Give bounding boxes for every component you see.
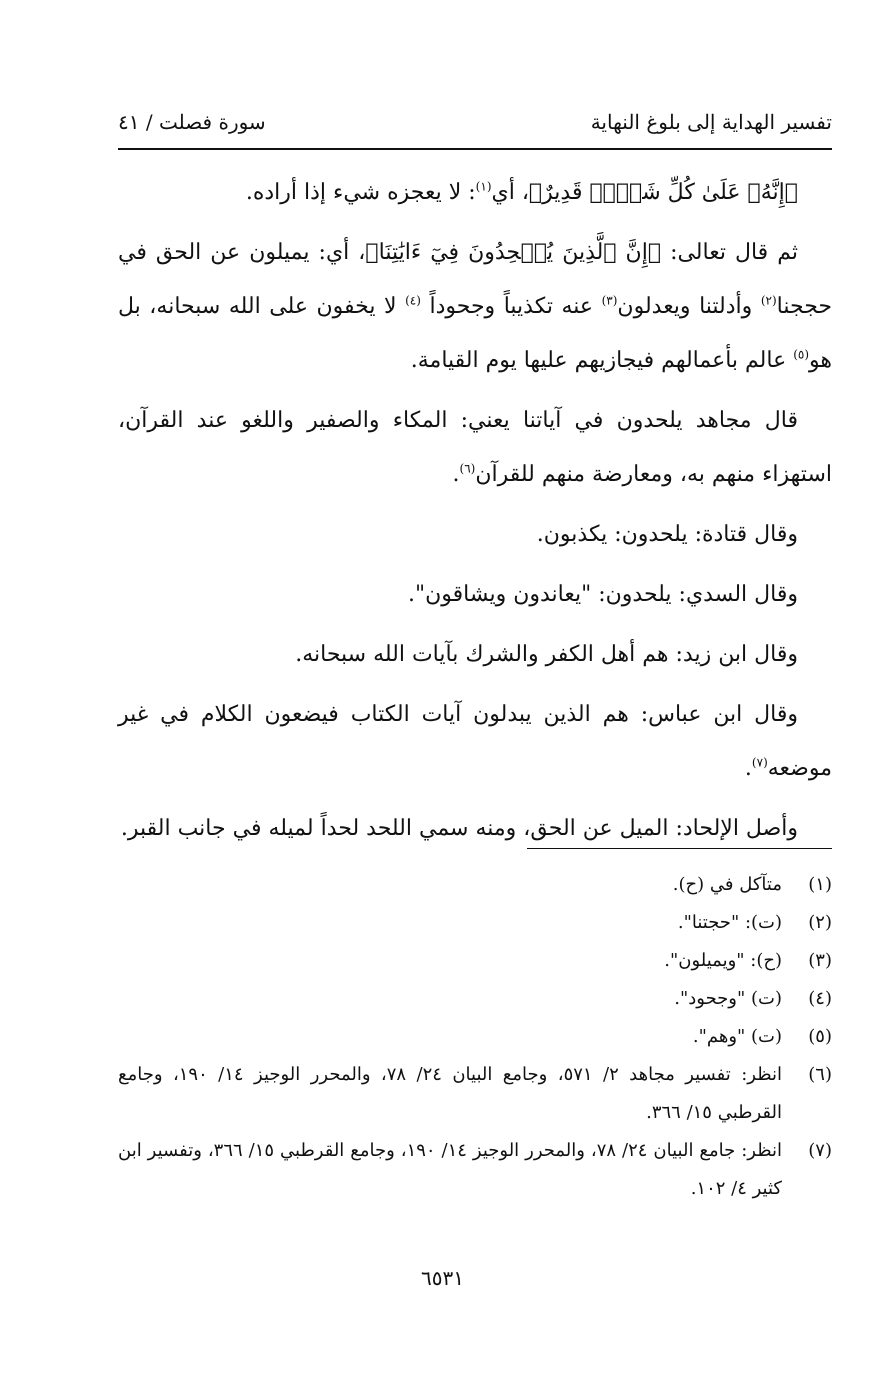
- running-header: [118, 106, 832, 142]
- footnote-reference: (٣): [601, 293, 618, 308]
- footnote-item: [118, 1018, 832, 1056]
- paragraph-text: .: [744, 756, 752, 781]
- footnote-text: انظر: تفسير مجاهد ٢/ ٥٧١، وجامع البيان ٢٤/ ٧٨، والمحرر الوجيز ١٤/ ١٩٠، وجامع القرطبي ١٥/ ٣٦٦.: [118, 1064, 782, 1123]
- body-paragraph: [118, 226, 832, 388]
- footnote-item: [118, 1132, 832, 1208]
- surah-label: سورة فصلت / ٤١: [118, 110, 266, 134]
- footnote-reference: (٢): [760, 293, 777, 308]
- footnote-number: (٧): [808, 1140, 832, 1161]
- footnote-number: (١): [808, 874, 832, 895]
- paragraph-text: عالم بأعمالهم فيجازيهم عليها يوم القيامة.: [410, 348, 794, 373]
- header-rule: [118, 148, 832, 150]
- footnote-separator: [527, 848, 832, 849]
- footnote-text: (ت): "حجتنا".: [677, 912, 782, 933]
- paragraph-text: وقال ابن زيد: هم أهل الكفر والشرك بآيات الله سبحانه.: [295, 642, 798, 667]
- footnote-reference: (٤): [405, 293, 421, 308]
- footnote-item: [118, 866, 832, 904]
- paragraph-text: وقال قتادة: يلحدون: يكذبون.: [536, 522, 798, 547]
- footnote-number: (٤): [808, 988, 832, 1009]
- page-number: ٦٥٣١: [421, 1266, 464, 1290]
- paragraph-text: ثم قال تعالى: ﴿إِنَّ ٱلَّذِينَ يُلۡحِدُونَ فِيٓ ءَايَٰتِنَا﴾، أي: يميلون عن الحق في حججنا: [118, 240, 832, 319]
- footnote-reference: (٧): [751, 755, 768, 770]
- paragraph-text: وقال ابن عباس: هم الذين يبدلون آيات الكتاب فيضعون الكلام في غير موضعه: [118, 702, 832, 781]
- main-text: [118, 166, 832, 862]
- paragraph-text: وأدلتنا ويعدلون: [617, 294, 761, 319]
- footnote-number: (٢): [808, 912, 832, 933]
- footnote-reference: (٥): [793, 347, 810, 362]
- paragraph-text: : لا يعجزه شيء إذا أراده.: [245, 180, 476, 205]
- footnote-item: [118, 980, 832, 1018]
- footnote-item: [118, 942, 832, 980]
- footnote-number: (٣): [808, 950, 832, 971]
- footnote-text: (ت) "وجحود".: [674, 988, 782, 1009]
- footnotes: [118, 866, 832, 1208]
- paragraph-text: وأصل الإلحاد: الميل عن الحق، ومنه سمي اللحد لحداً لميله في جانب القبر.: [120, 816, 798, 841]
- footnote-item: [118, 1056, 832, 1132]
- footnote-number: (٦): [808, 1064, 832, 1085]
- body-paragraph: [118, 688, 832, 796]
- paragraph-text: عنه تكذيباً وجحوداً: [420, 294, 602, 319]
- paragraph-text: وقال السدي: يلحدون: "يعاندون ويشاقون".: [407, 582, 798, 607]
- footnote-number: (٥): [808, 1026, 832, 1047]
- footnote-item: [118, 904, 832, 942]
- paragraph-text: .: [452, 462, 460, 487]
- paragraph-text: لا يخفون على الله سبحانه، بل هو: [118, 294, 832, 373]
- body-paragraph: [118, 394, 832, 502]
- footnote-reference: (٦): [459, 461, 476, 476]
- paragraph-text: قال مجاهد يلحدون في آياتنا يعني: المكاء والصفير واللغو عند القرآن، استهزاء منهم به، ومعارضة منهم للقرآن: [118, 408, 832, 487]
- body-paragraph: [118, 568, 832, 622]
- paragraph-text: ﴿إِنَّهُۥ عَلَىٰ كُلِّ شَيۡءٖ قَدِيرٌ﴾، أي: [491, 180, 798, 205]
- footnote-text: انظر: جامع البيان ٢٤/ ٧٨، والمحرر الوجيز ١٤/ ١٩٠، وجامع القرطبي ١٥/ ٣٦٦، وتفسير ابن كثير ٤/ ١٠٢.: [118, 1140, 782, 1199]
- body-paragraph: [118, 166, 832, 220]
- footnote-reference: (١): [475, 179, 492, 194]
- footnote-text: (ت) "وهم".: [692, 1026, 782, 1047]
- body-paragraph: [118, 628, 832, 682]
- book-title: تفسير الهداية إلى بلوغ النهاية: [590, 110, 832, 134]
- footnote-text: متآكل في (ح).: [672, 874, 782, 895]
- body-paragraph: [118, 508, 832, 562]
- footnote-text: (ح): "ويميلون".: [664, 950, 782, 971]
